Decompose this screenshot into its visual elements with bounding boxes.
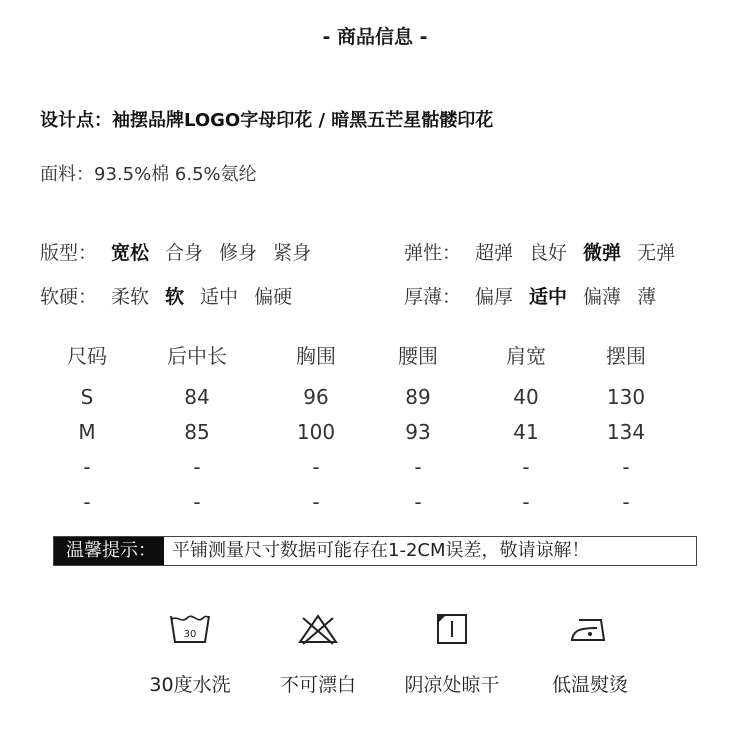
table-cell: - — [193, 490, 201, 514]
table-cell: - — [522, 455, 530, 479]
table-cell: 134 — [606, 420, 646, 444]
table-header: 尺码 — [67, 344, 107, 368]
attr-fit — [40, 238, 327, 265]
design-points: 设计点：袖摆品牌LOGO字母印花 / 暗黑五芒星骷髅印花 — [40, 110, 494, 131]
tip-box — [53, 536, 697, 566]
care-label: 低温熨烫 — [551, 674, 628, 696]
attr-option: 偏薄 — [583, 286, 622, 308]
attr-label: 软硬： — [40, 286, 98, 308]
attr-option: 柔软 — [111, 286, 150, 308]
attr-option: 软 — [165, 286, 185, 308]
table-cell: 84 — [184, 385, 210, 409]
care-item-dry — [387, 612, 517, 697]
attr-option: 修身 — [219, 242, 258, 264]
section-title: - 商品信息 - — [322, 26, 428, 48]
care-label: 阴凉处晾干 — [404, 674, 500, 696]
care-item-bleach — [253, 612, 383, 697]
wash-30-icon — [169, 612, 211, 646]
tip-label: 温馨提示： — [54, 537, 164, 565]
table-cell: - — [414, 490, 422, 514]
attr-option: 微弹 — [583, 242, 622, 264]
attr-option: 适中 — [200, 286, 239, 308]
care-label: 30度水洗 — [149, 674, 231, 696]
fabric-info: 面料：93.5%棉 6.5%氨纶 — [40, 164, 257, 185]
attr-softness — [40, 282, 308, 309]
care-item-wash — [125, 612, 255, 697]
attr-option: 紧身 — [273, 242, 312, 264]
attr-option: 偏硬 — [254, 286, 293, 308]
care-label: 不可漂白 — [279, 674, 356, 696]
attr-label: 厚薄： — [404, 286, 462, 308]
table-cell: - — [414, 455, 422, 479]
table-header: 摆围 — [606, 344, 646, 368]
attr-option: 偏厚 — [475, 286, 514, 308]
table-cell: - — [622, 490, 630, 514]
attr-thickness — [404, 282, 672, 309]
table-cell: 85 — [184, 420, 210, 444]
care-item-iron — [525, 612, 655, 697]
table-cell: - — [83, 490, 91, 514]
attr-option: 薄 — [637, 286, 657, 308]
table-cell: - — [193, 455, 201, 479]
table-header: 胸围 — [296, 344, 336, 368]
table-cell: 89 — [405, 385, 431, 409]
attr-option: 无弹 — [637, 242, 676, 264]
table-cell: 41 — [513, 420, 539, 444]
table-cell: - — [83, 455, 91, 479]
iron-low-icon — [569, 612, 611, 646]
table-header: 腰围 — [398, 344, 438, 368]
table-cell: - — [522, 490, 530, 514]
attr-option: 良好 — [529, 242, 568, 264]
no-bleach-icon — [297, 612, 339, 646]
table-cell: - — [312, 490, 320, 514]
table-header: 肩宽 — [506, 344, 546, 368]
table-header: 后中长 — [167, 344, 227, 368]
attr-option: 宽松 — [111, 242, 150, 264]
svg-text:30: 30 — [183, 629, 197, 640]
attr-label: 弹性： — [404, 242, 462, 264]
attr-elasticity — [404, 238, 691, 265]
attr-option: 合身 — [165, 242, 204, 264]
table-cell: 40 — [513, 385, 539, 409]
table-cell: - — [622, 455, 630, 479]
tip-text: 平铺测量尺寸数据可能存在1-2CM误差，敬请谅解！ — [172, 540, 590, 561]
table-cell: - — [312, 455, 320, 479]
shade-dry-icon — [431, 612, 473, 646]
table-cell: 100 — [296, 420, 336, 444]
table-cell: M — [78, 420, 96, 444]
attr-option: 适中 — [529, 286, 568, 308]
attr-option: 超弹 — [475, 242, 514, 264]
table-cell: 130 — [606, 385, 646, 409]
table-cell: 96 — [303, 385, 329, 409]
table-cell: 93 — [405, 420, 431, 444]
attr-label: 版型： — [40, 242, 98, 264]
table-cell: S — [80, 385, 94, 409]
